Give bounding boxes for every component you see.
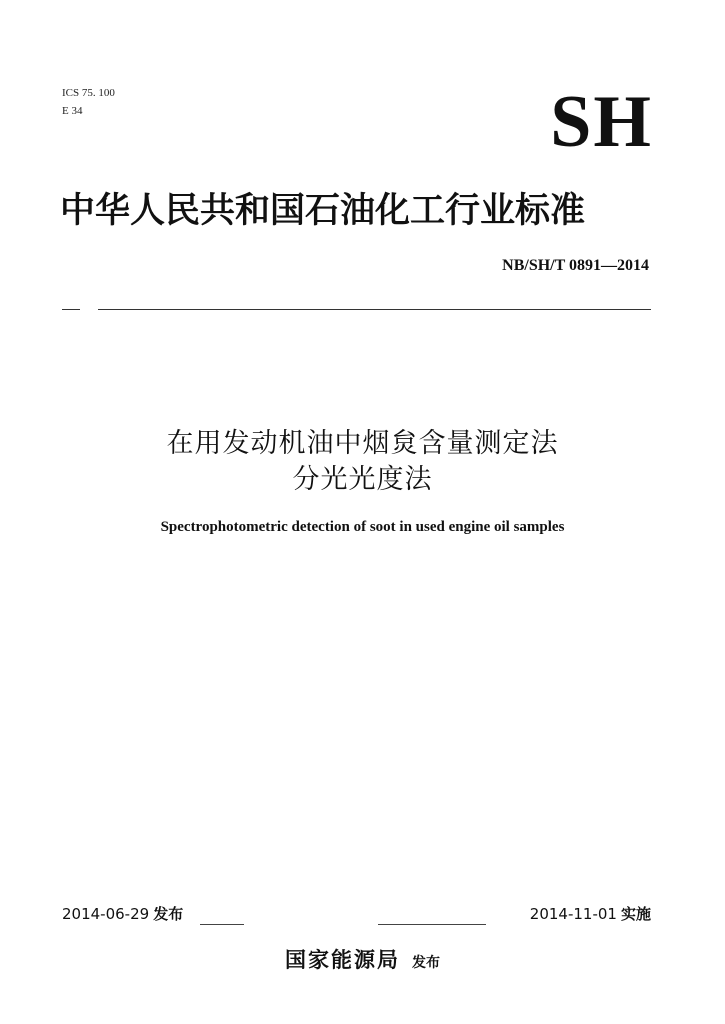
- standard-category-title: 中华人民共和国石油化工行业标准: [60, 191, 586, 231]
- title-block: [0, 426, 725, 537]
- classification-codes: [62, 84, 115, 120]
- issue-date: 2014-06-29: [62, 905, 150, 923]
- header-divider-gap: [80, 306, 98, 312]
- title-cn-line2: 分光光度法: [292, 464, 433, 495]
- issue-date-rule: [200, 924, 244, 925]
- title-cn-line1: 在用发动机油中烟炱含量测定法: [166, 428, 559, 459]
- effective-date: 2014-11-01: [529, 905, 617, 923]
- issue-date-row: [62, 904, 183, 924]
- effective-date-row: [530, 904, 651, 924]
- sh-logo: SH: [550, 81, 653, 163]
- ics-code: ICS 75. 100: [62, 87, 115, 99]
- standard-number: NB/SH/T 0891—2014: [502, 257, 649, 274]
- issue-label: 发布: [153, 905, 184, 923]
- publisher-name: 国家能源局: [285, 948, 400, 972]
- header-divider: [62, 309, 651, 310]
- publisher-label: 发布: [412, 955, 440, 971]
- publisher-line: [0, 944, 725, 979]
- effective-date-rule: [378, 924, 486, 925]
- effective-label: 实施: [620, 905, 651, 923]
- title-en: Spectrophotometric detection of soot in used engine oil samples: [160, 519, 565, 535]
- ccs-code: E 34: [62, 105, 83, 117]
